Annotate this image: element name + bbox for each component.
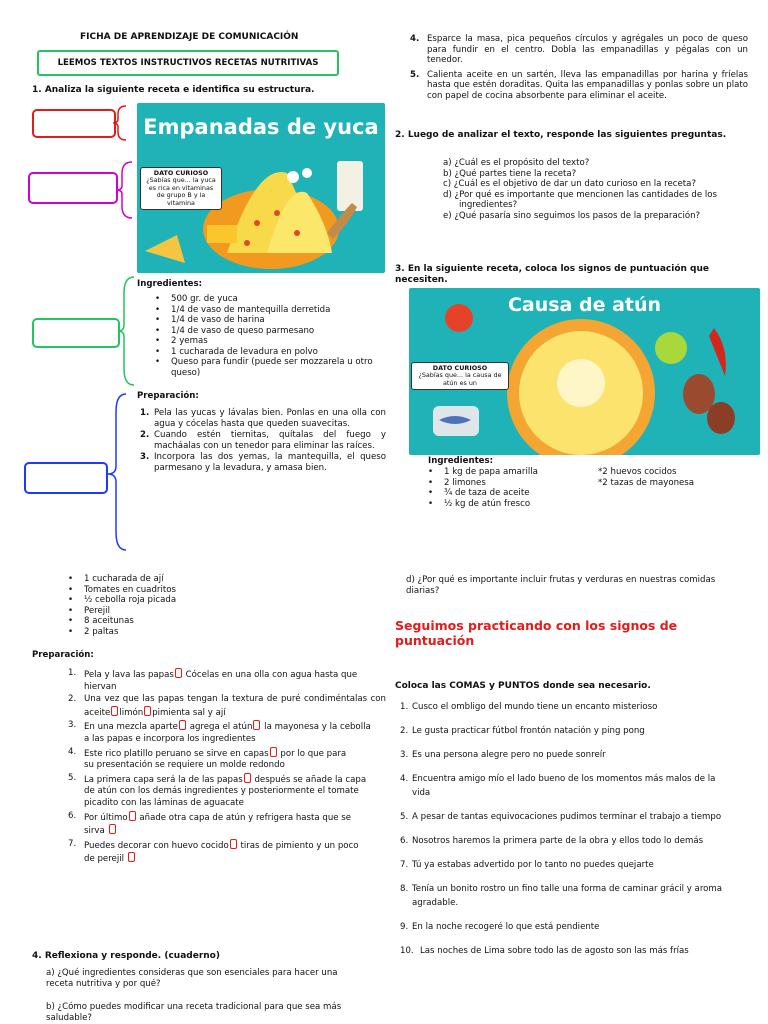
dato-curioso-head: DATO CURIOSO — [432, 364, 488, 372]
list-item: 5. La primera capa será la de las papas después se añade la capa de atún con los demás ingredientes y posteriormente el tomate picadito con las láminas de aguacate — [68, 772, 367, 808]
list-item: 4. Este rico platillo peruano se sirve en capas por lo que para su presentación se requiere un molde redondo — [68, 746, 347, 771]
question-item: d) ¿Por qué es importante que mencionen las cantidades de los ingredientes? — [443, 189, 718, 210]
list-item: 10. Las noches de Lima sobre todo las de agosto son las más frías — [400, 946, 689, 956]
punctuation-blank[interactable] — [244, 773, 251, 783]
punctuation-blank[interactable] — [179, 720, 186, 730]
list-item: • 1/4 de vaso de harina — [155, 315, 265, 325]
list-item: 5. A pesar de tantas equivocaciones pudimos terminar el trabajo a tiempo — [400, 812, 722, 822]
punctuation-blank[interactable] — [109, 824, 116, 834]
causa-ingredientes-cont — [68, 574, 328, 637]
punctuation-blank[interactable] — [175, 668, 182, 678]
list-item: 7. Tú ya estabas advertido por lo tanto no puedes quejarte — [400, 860, 654, 870]
list-item: • ½ cebolla roja picada — [68, 595, 177, 605]
list-item: 1. Pela y lava las papas Cócelas en una olla con agua hasta que hiervan — [68, 668, 358, 692]
list-item: • ½ kg de atún fresco — [428, 498, 531, 509]
list-item: • ¾ de taza de aceite — [428, 488, 530, 498]
page-subtitle: LEEMOS TEXTOS INSTRUCTIVOS RECETAS NUTRITIVAS — [57, 58, 319, 68]
list-item: 6. Por último añade otra capa de atún y refrigera hasta que se sirva — [68, 810, 352, 837]
section4-heading: 4. Reflexiona y responde. (cuaderno) — [32, 951, 220, 961]
empanadas-title: Empanadas de yuca — [143, 115, 379, 139]
section1-heading: 1. Analiza la siguiente receta e identifica su estructura. — [32, 85, 315, 95]
section2-heading: 2. Luego de analizar el texto, responde las siguientes preguntas. — [395, 130, 727, 140]
punctuation-blank[interactable] — [144, 706, 151, 716]
list-item: 1. Pela las yucas y lávalas bien. Ponlas en una olla con agua y cócelas hasta que queden suavecitas. — [140, 408, 386, 429]
preparacion-list — [140, 408, 386, 473]
list-item: 2. Le gusta practicar fútbol frontón natación y ping pong — [400, 726, 645, 736]
section4-question-a: a) ¿Qué ingredientes consideras que son esenciales para hacer una receta nutritiva y por qué? — [46, 968, 338, 989]
section3-heading: 3. En la siguiente receta, coloca los signos de puntuación que necesiten. — [395, 264, 709, 285]
causa-preparacion-label: Preparación: — [32, 650, 94, 660]
question-item: a) ¿Cuál es el propósito del texto? — [443, 158, 590, 168]
list-item: *2 huevos cocidos — [598, 467, 677, 477]
list-item: • Queso para fundir (puede ser mozzarela u otro queso) — [155, 357, 373, 378]
preparacion-cont-list — [410, 34, 748, 101]
list-item: • 1/4 de vaso de queso parmesano — [155, 325, 315, 336]
punctuation-blank[interactable] — [128, 852, 135, 862]
punctuation-blank[interactable] — [230, 839, 237, 849]
list-item: • 1 cucharada de ají — [68, 574, 164, 584]
question-item: c) ¿Cuál es el objetivo de dar un dato curioso en la receta? — [443, 179, 696, 189]
brace-red — [110, 104, 130, 142]
list-item: 3. Incorpora las dos yemas, la mantequilla, el queso parmesano y la levadura, y amasa bien. — [140, 452, 386, 473]
causa-dato-curioso — [411, 362, 509, 390]
ingredientes-list — [155, 294, 385, 378]
dato-curioso-text: ¿Sabías que... la causa de atún es un — [418, 371, 502, 387]
answer-box-ingredientes[interactable] — [32, 318, 120, 348]
causa-poster — [409, 288, 760, 455]
brace-blue — [104, 392, 130, 552]
list-item: • 1 cucharada de levadura en polvo — [155, 346, 318, 357]
page-subtitle-box — [37, 50, 339, 76]
section4-question-d: d) ¿Por qué es importante incluir frutas y verduras en nuestras comidas diarias? — [406, 575, 716, 596]
list-item: 3. Es una persona alegre pero no puede sonreír — [400, 750, 606, 760]
list-item: • 8 aceitunas — [68, 616, 134, 626]
list-item: • Tomates en cuadritos — [68, 584, 176, 595]
list-item: • 500 gr. de yuca — [155, 294, 238, 304]
punctuation-blank[interactable] — [111, 706, 118, 716]
question-item: b) ¿Qué partes tiene la receta? — [443, 168, 577, 179]
list-item: 1. Cusco el ombligo del mundo tiene un encanto misterioso — [400, 702, 658, 712]
list-item: *2 tazas de mayonesa — [598, 477, 695, 488]
section4-question-b: b) ¿Cómo puedes modificar una receta tradicional para que sea más saludable? — [46, 1002, 342, 1023]
question-item: e) ¿Qué pasaría sino seguimos los pasos de la preparación? — [443, 210, 701, 221]
answer-box-dato[interactable] — [28, 172, 118, 204]
list-item: 8. Tenía un bonito rostro un fino talle una forma de caminar grácil y aroma agradable. — [400, 884, 723, 908]
causa-preparacion-list — [68, 668, 386, 866]
list-item: 9. En la noche recogeré lo que está pendiente — [400, 922, 600, 932]
section2-questions — [443, 158, 743, 221]
practica-title: Seguimos practicando con los signos de puntuación — [395, 618, 678, 648]
list-item: 4. Esparce la masa, pica pequeños círculos y agrégales un poco de queso para fundir en el centro. Dobla las empanadillas y pégalas con un tenedor. — [410, 34, 748, 65]
causa-title: Causa de atún — [507, 294, 662, 316]
list-item: 7. Puedes decorar con huevo cocido tiras de pimiento y un poco de perejil — [68, 838, 359, 865]
punctuation-blank[interactable] — [253, 720, 260, 730]
list-item: 6. Nosotros haremos la primera parte de la obra y ellos todo lo demás — [400, 836, 704, 846]
list-item: • 2 paltas — [68, 626, 119, 637]
list-item: • Perejil — [68, 605, 110, 616]
causa-ingredientes-label: Ingredientes: — [428, 456, 494, 466]
answer-box-preparacion[interactable] — [24, 462, 108, 494]
preparacion-label: Preparación: — [137, 391, 199, 401]
brace-green — [114, 275, 138, 387]
causa-ingredientes-col1 — [428, 467, 598, 509]
ingredientes-label: Ingredientes: — [137, 279, 203, 289]
empanadas-poster — [137, 103, 385, 273]
list-item: • 1/4 de vaso de mantequilla derretida — [155, 304, 331, 315]
punctuation-blank[interactable] — [129, 811, 136, 821]
list-item: 4. Encuentra amigo mío el lado bueno de los momentos más malos de la vida — [400, 774, 716, 798]
list-item: 5. Calienta aceite en un sartén, lleva las empanadillas por harina y fríelas hasta que estén doraditas. Quita las empanadillas y ponlas sobre un plato con papel de cocina absorbente para eliminar el aceite. — [410, 69, 748, 101]
list-item: 3. En una mezcla aparte agrega el atún la mayonesa y la cebolla a las papas e incorpora los ingredientes — [68, 720, 371, 744]
list-item: • 2 limones — [428, 477, 486, 488]
list-item: • 1 kg de papa amarilla — [428, 467, 538, 477]
list-item: 2. Cuando estén tiernitas, quítalas del fuego y macháalas con un tenedor para eliminar las raíces. — [140, 430, 386, 451]
answer-box-title[interactable] — [32, 109, 116, 138]
page-title: FICHA DE APRENDIZAJE DE COMUNICACIÓN — [80, 32, 299, 42]
practica-instruccion: Coloca las COMAS y PUNTOS donde sea necesario. — [395, 681, 651, 691]
causa-ingredientes-col2 — [598, 467, 748, 488]
practica-oraciones — [400, 700, 736, 968]
list-item: • 2 yemas — [155, 336, 208, 346]
empanadas-dato-curioso — [140, 167, 222, 210]
brace-magenta — [112, 160, 136, 220]
dato-curioso-head: DATO CURIOSO — [153, 169, 209, 177]
punctuation-blank[interactable] — [270, 747, 277, 757]
dato-curioso-text: ¿Sabías que... la yuca es rica en vitaminas de grupo B y la vitamina — [146, 176, 216, 207]
list-item: 2. Una vez que las papas tengan la textura de puré condiméntalas con aceite limón pimienta sal y ají — [68, 694, 386, 718]
